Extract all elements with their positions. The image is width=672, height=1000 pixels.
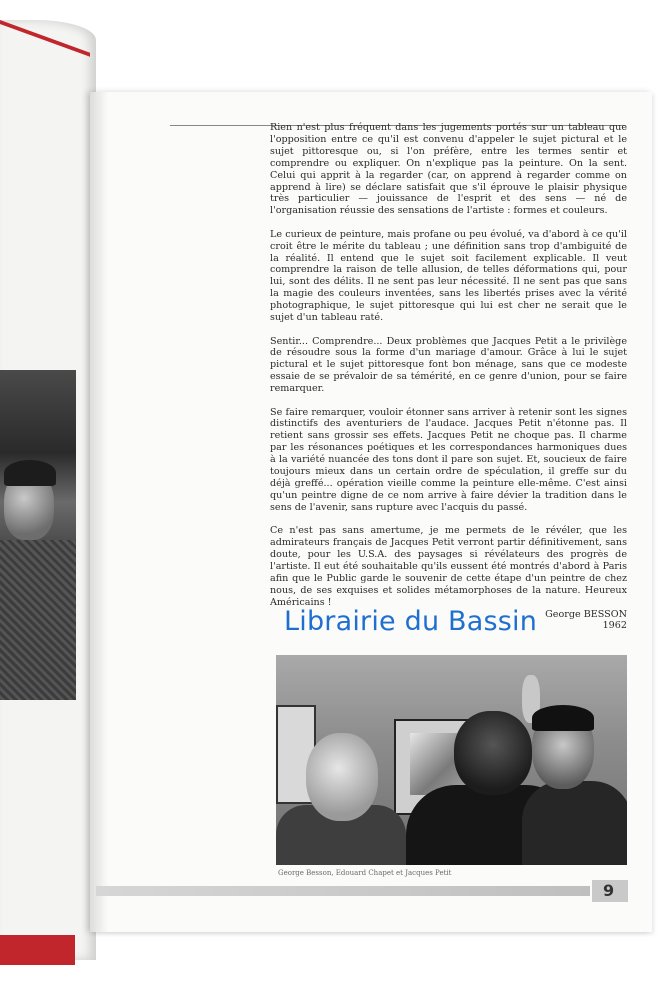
- watermark: Librairie du Bassin: [284, 606, 538, 637]
- footer-bar: [96, 886, 590, 896]
- article-text: [270, 122, 627, 632]
- signature-author: George BESSON: [545, 608, 627, 620]
- gallery-photo: [276, 655, 627, 865]
- paragraph: Ce n'est pas sans amertume, je me permets de le révéler, que les admirateurs français de Jacques Petit verront partir définitivement, sans doute, pour les U.S.A. des paysages si révélateurs des progrès de l'artiste. Il eut été souhaitable qu'ils eussent été montrés d'abord à Paris afin que le Public garde le souvenir de cette étape d'un peintre de chez nous, de ses exquises et solides métamorphoses de la nature. Heureux Américains !: [270, 525, 627, 608]
- paragraph: Rien n'est plus fréquent dans les jugements portés sur un tableau que l'opposition entre ce qu'il est convenu d'appeler le sujet pictural et le sujet pittoresque ou, si l'on préfère, entre les termes sentir et comprendre ou expliquer. On n'explique pas la peinture. On la sent. Celui qui apprit à la regarder (car, on apprend à regarder comme on apprend à lire) se déclare satisfait que s'il éprouve le plaisir physique très particulier — jouissance de l'esprit et des sens — né de l'organisation réussie des sensations de l'artiste : formes et couleurs.: [270, 122, 627, 217]
- paragraph: Se faire remarquer, vouloir étonner sans arriver à retenir sont les signes distinctifs des aventuriers de l'audace. Jacques Petit n'étonne pas. Il retient sans grossir ses effets. Jacques Petit ne choque pas. Il charme par les résonances poétiques et les correspondances harmoniques dues à la variété nuancée des tons dont il pare son sujet. Et, soucieux de faire toujours mieux dans un certain ordre de spéculation, il greffe sur du déjà greffé... opération vieille comme la peinture elle-même. C'est ainsi qu'un peintre digne de ce nom arrive à faire dévier la tradition dans le sens de l'avenir, sans rupture avec l'acquis du passé.: [270, 406, 627, 513]
- paragraph: Sentir... Comprendre... Deux problèmes que Jacques Petit a le privilège de résoudre sous la forme d'un mariage d'amour. Grâce à lui le sujet pictural et le sujet pittoresque font bon ménage, sans que ce modeste essaie de se prévaloir de sa témérité, en ce genre d'union, pour se faire remarquer.: [270, 335, 627, 395]
- photo-caption: George Besson, Edouard Chapet et Jacques Petit: [278, 869, 452, 877]
- book-cover-corner: [0, 935, 75, 965]
- left-page-photo: [0, 370, 76, 700]
- gutter-shadow: [90, 92, 108, 932]
- signature-year: 1962: [602, 620, 627, 632]
- paragraph: Le curieux de peinture, mais profane ou peu évolué, va d'abord à ce qu'il croit être le mérite du tableau ; une définition sans trop d'ambiguité de la réalité. Il entend que le sujet soit facilement explicable. Il veut comprendre la raison de telle allusion, de telles déformations qui, pour lui, sont des délits. Il ne sent pas leur nécessité. Il ne sent pas que sans la magie des couleurs inventées, sans les libertés prises avec la vérité photographique, le sujet pittoresque qui lui est cher ne serait que le sujet d'un tableau raté.: [270, 228, 627, 324]
- page-number: 9: [603, 881, 615, 900]
